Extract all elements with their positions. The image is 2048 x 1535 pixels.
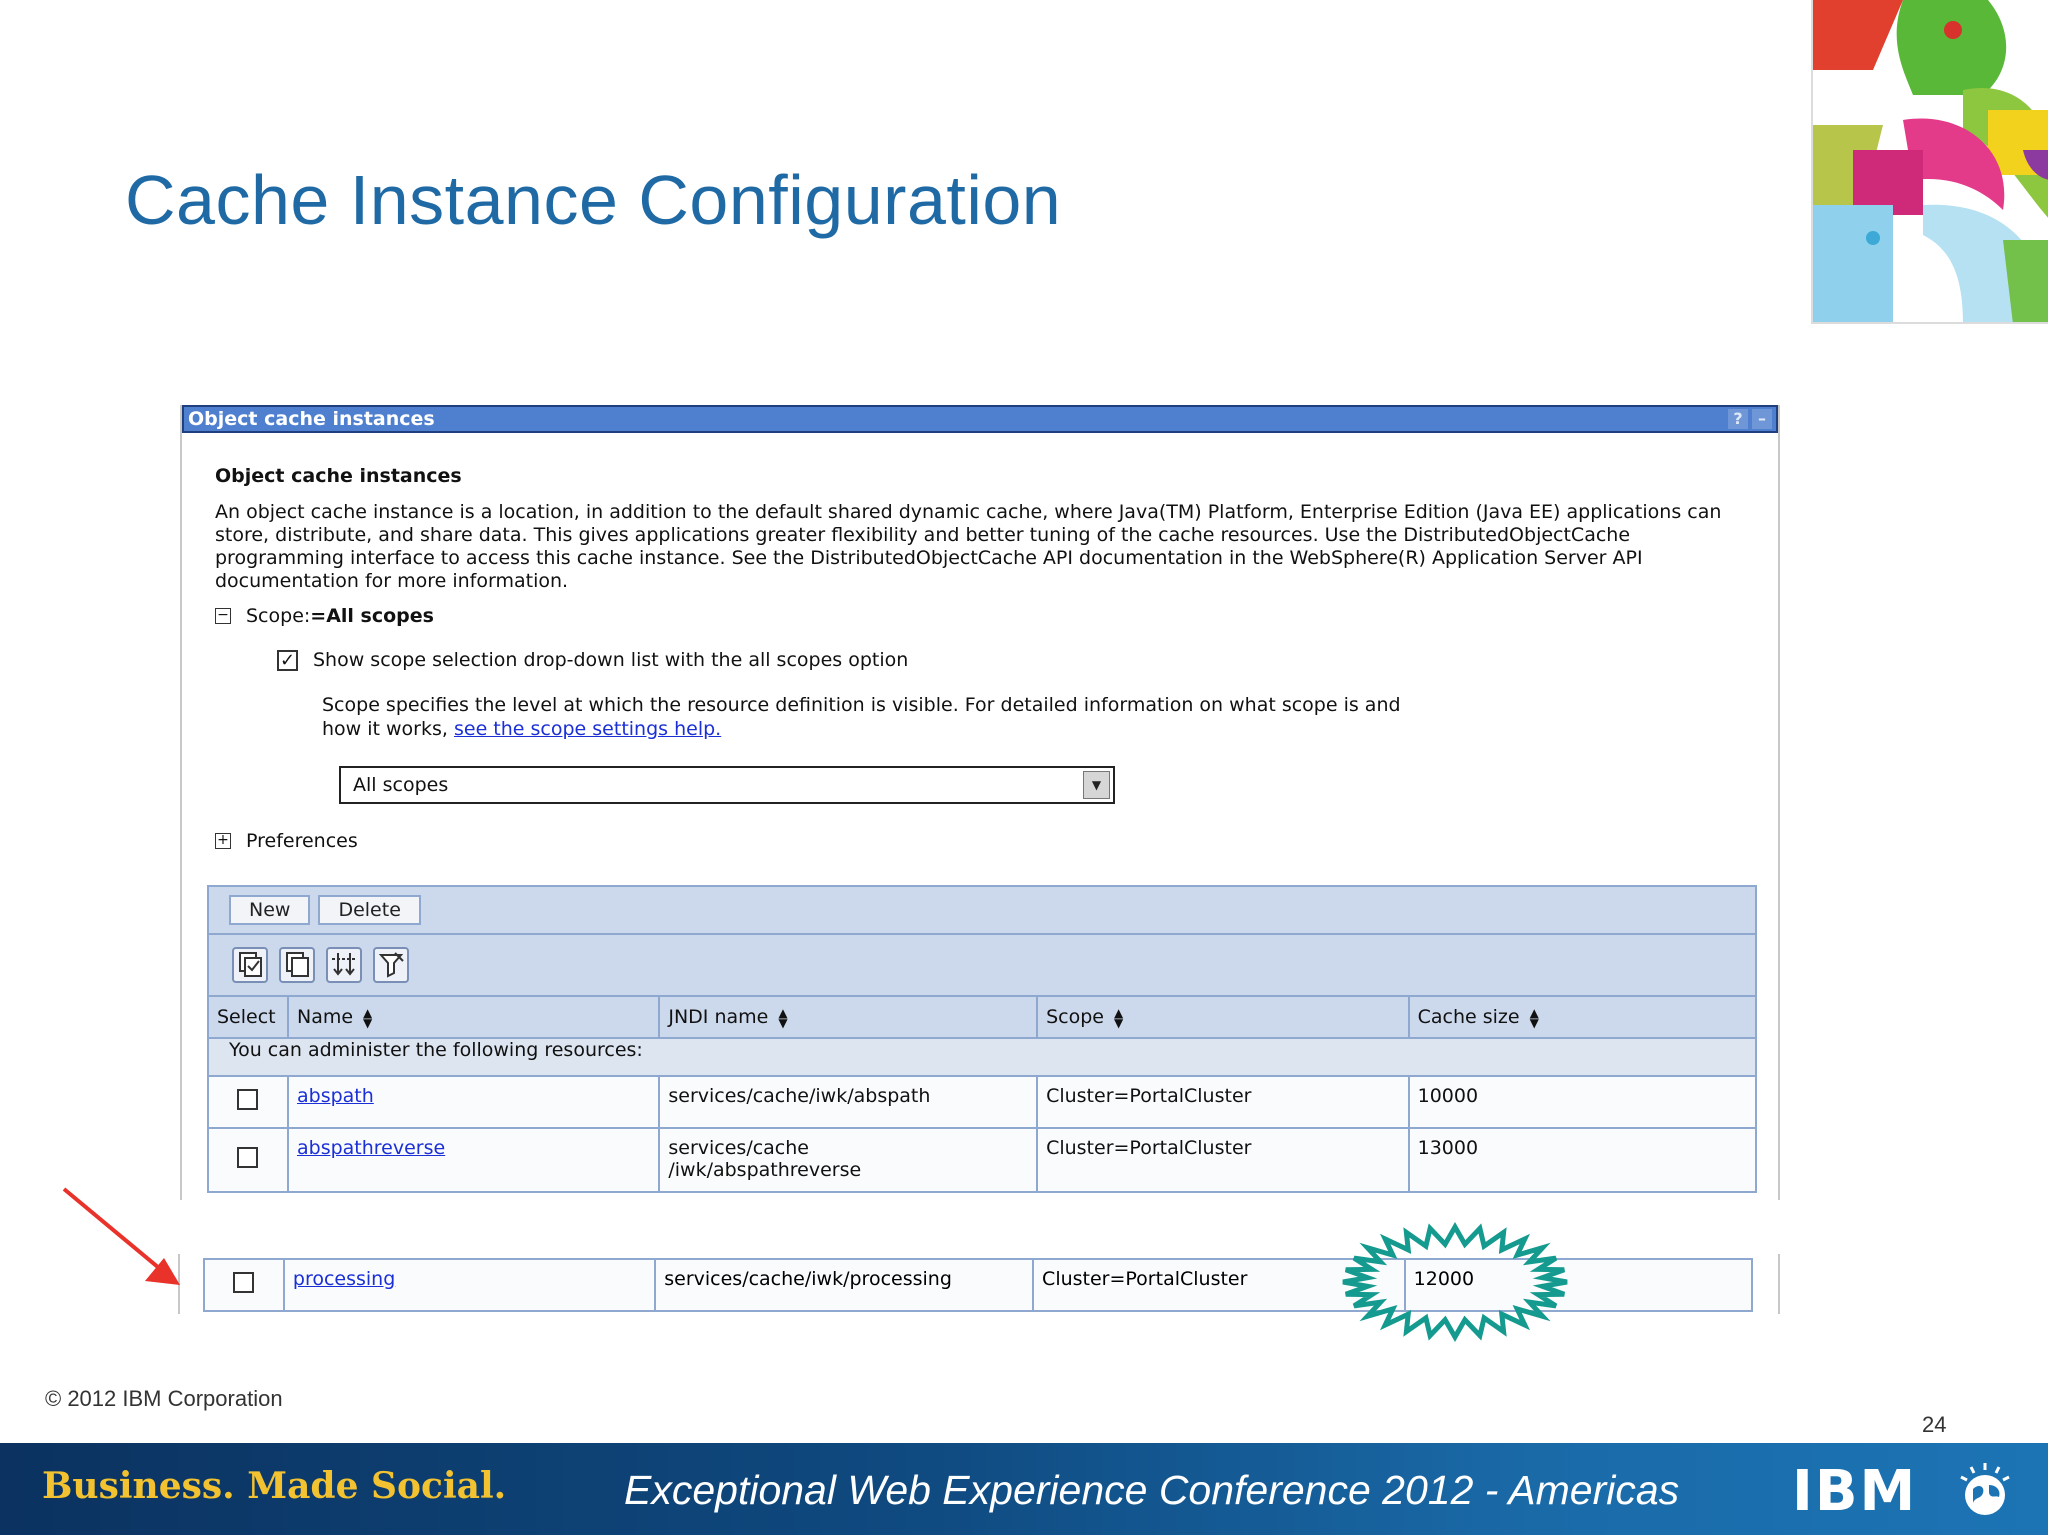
select-all-icon[interactable] [232, 947, 268, 983]
table-header-row [208, 996, 1756, 1038]
resource-name-link[interactable]: abspath [296, 1085, 374, 1107]
conference-name: Exceptional Web Experience Conference 2012 - Americas [624, 1467, 1680, 1513]
table-icon-bar [207, 935, 1757, 995]
scope-section-toggle[interactable] [215, 605, 1778, 627]
row-select-checkbox[interactable] [233, 1272, 254, 1293]
sort-icon[interactable]: ▲ ▼ [778, 1005, 788, 1030]
scope-cell: Cluster=PortalCluster [1037, 1076, 1409, 1128]
sort-icon[interactable]: ▲ ▼ [1113, 1005, 1124, 1030]
page-number: 24 [1922, 1412, 1947, 1437]
portlet-header-title: Object cache instances [188, 408, 435, 430]
slide-title: Cache Instance Configuration [125, 161, 1062, 239]
table-row [208, 1128, 1756, 1192]
conference-logo [1811, 0, 2048, 324]
scope-label: Scope: [246, 605, 311, 627]
column-header-jndi[interactable]: JNDI name ▲ ▼ [659, 996, 1037, 1038]
annotation-arrow-icon [60, 1185, 190, 1290]
cache-size-cell: 10000 [1409, 1076, 1756, 1128]
footer-banner [0, 1443, 2048, 1535]
table-row [208, 1076, 1756, 1128]
clear-filter-icon[interactable] [373, 947, 409, 983]
resource-name-link[interactable]: abspathreverse [296, 1137, 446, 1159]
scope-select-value: All scopes [353, 774, 449, 796]
copyright-text: © 2012 IBM Corporation [45, 1386, 283, 1411]
sort-icon[interactable]: ▲ ▼ [1529, 1005, 1539, 1030]
help-icon[interactable]: ? [1728, 409, 1748, 429]
button-bar [207, 885, 1757, 935]
row-select-checkbox[interactable] [237, 1147, 258, 1168]
column-header-cache-size[interactable]: Cache size ▲ ▼ [1409, 996, 1756, 1038]
resource-table-wrapper [207, 885, 1757, 1193]
scope-value: =All scopes [310, 605, 434, 627]
scope-cell: Cluster=PortalCluster [1037, 1128, 1409, 1192]
preferences-label: Preferences [246, 830, 358, 852]
show-scope-checkbox[interactable]: ✓ [277, 650, 298, 671]
sort-icon[interactable]: ▲ ▼ [363, 1005, 373, 1030]
show-scope-label: Show scope selection drop-down list with the all scopes option [313, 649, 909, 671]
preferences-toggle[interactable] [215, 830, 1778, 852]
cache-size-cell: 12000 [1405, 1259, 1752, 1311]
object-cache-portlet [180, 405, 1780, 1203]
resource-name-link[interactable]: processing [292, 1268, 396, 1290]
highlight-starburst-icon [1335, 1222, 1575, 1342]
resource-table [207, 995, 1757, 1193]
footer-tagline: Business. Made Social. [42, 1465, 507, 1507]
table-subheader: You can administer the following resources: [208, 1038, 1756, 1076]
globe-icon [1955, 1461, 2015, 1521]
portlet-description: An object cache instance is a location, in addition to the default shared dynamic cache, where Java(TM) Platform, Enterprise Edition (Java EE) applications can store, distribute, and share data. This gives applications greater flexibility and better tuning of the cache resources. Use the DistributedObjectCache programming interface to access this cache instance. See the DistributedObjectCache API documentation in the WebSphere(R) Application Server API documentation for more information. [215, 501, 1722, 592]
delete-button[interactable]: Delete [318, 895, 420, 925]
jndi-name-cell: services/cache /iwk/abspathreverse [659, 1128, 1037, 1192]
show-filter-icon[interactable] [326, 947, 362, 983]
cache-size-cell: 13000 [1409, 1128, 1756, 1192]
chevron-down-icon[interactable]: ▼ [1083, 771, 1110, 799]
deselect-all-icon[interactable] [279, 947, 315, 983]
jndi-name-cell: services/cache/iwk/abspath [659, 1076, 1037, 1128]
expand-icon[interactable]: + [215, 833, 231, 849]
row-select-checkbox[interactable] [237, 1089, 258, 1110]
scope-select[interactable] [339, 766, 1115, 804]
collapse-icon[interactable]: − [215, 608, 231, 624]
ibm-logo: IBM [1792, 1459, 1918, 1524]
minimize-icon[interactable]: – [1752, 409, 1772, 429]
portlet-header [182, 405, 1778, 433]
portlet-heading: Object cache instances [215, 465, 462, 487]
new-button[interactable]: New [229, 895, 310, 925]
column-header-select: Select [208, 996, 288, 1038]
scope-settings-help-link[interactable]: see the scope settings help. [453, 718, 722, 740]
scope-help-text: Scope specifies the level at which the resource definition is visible. For detailed information on what scope is and how it works, see the scope settings help. [322, 694, 1401, 740]
scope-cell: Cluster=PortalCluster [1033, 1259, 1405, 1311]
column-header-name[interactable]: Name ▲ ▼ [288, 996, 659, 1038]
column-header-scope[interactable]: Scope ▲ ▼ [1037, 996, 1409, 1038]
jndi-name-cell: services/cache/iwk/processing [655, 1259, 1033, 1311]
